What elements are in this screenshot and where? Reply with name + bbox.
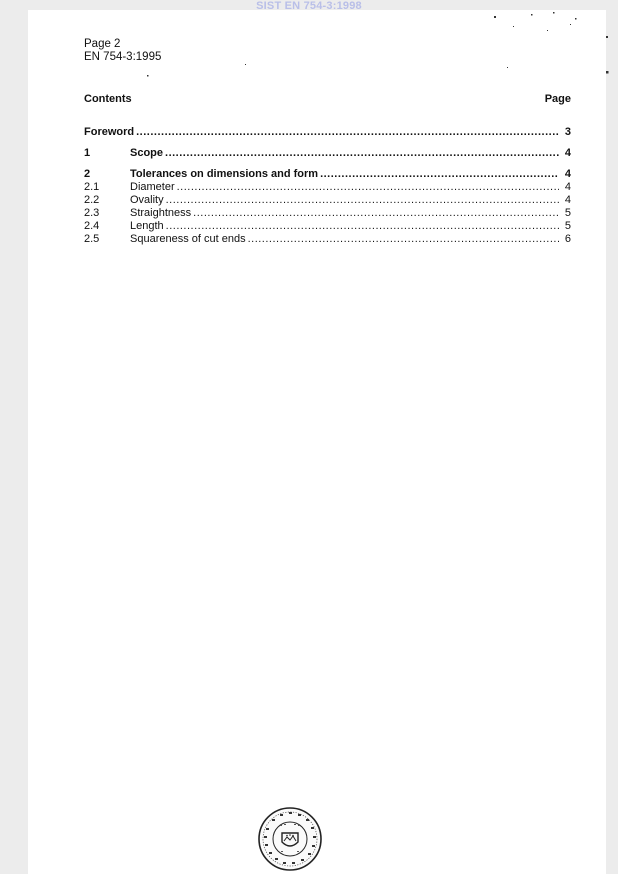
watermark: SIST EN 754-3:1998: [256, 0, 362, 12]
toc-entry-page: 4: [564, 168, 571, 180]
toc-entry-number: 2.3: [84, 207, 100, 219]
toc-entry-page: 4: [564, 147, 571, 159]
toc-entry-title: Ovality: [130, 194, 164, 206]
toc-entry-number: 2: [84, 168, 91, 180]
contents-heading: Contents: [84, 93, 132, 105]
toc-entry-title: Squareness of cut ends: [130, 233, 246, 245]
toc-entry-page: 4: [564, 194, 571, 206]
toc-entry-page: 3: [564, 126, 571, 138]
toc-entry-title: Length: [130, 220, 164, 232]
toc-entry-number: 2.4: [84, 220, 100, 232]
page-column-heading: Page: [544, 93, 571, 105]
toc-entry-title: Diameter: [130, 181, 175, 193]
document-id: EN 754-3:1995: [84, 51, 162, 63]
toc-entry-page: 4: [564, 181, 571, 193]
toc-entry-page: 6: [564, 233, 571, 245]
toc-entry-title: Scope: [130, 147, 164, 159]
page-number: Page 2: [84, 38, 121, 50]
toc-entry-number: 2.5: [84, 233, 100, 245]
toc-entry-page: 5: [564, 220, 571, 232]
toc-entry-page: 5: [564, 207, 571, 219]
toc-entry-title: Foreword: [84, 126, 135, 138]
toc-entry-title: Tolerances on dimensions and form: [130, 168, 319, 180]
toc-entry-number: 2.1: [84, 181, 100, 193]
toc-entry-number: 2.2: [84, 194, 100, 206]
toc-entry-title: Straightness: [130, 207, 192, 219]
official-seal-stamp: [257, 806, 323, 872]
toc-entry-number: 1: [84, 147, 91, 159]
